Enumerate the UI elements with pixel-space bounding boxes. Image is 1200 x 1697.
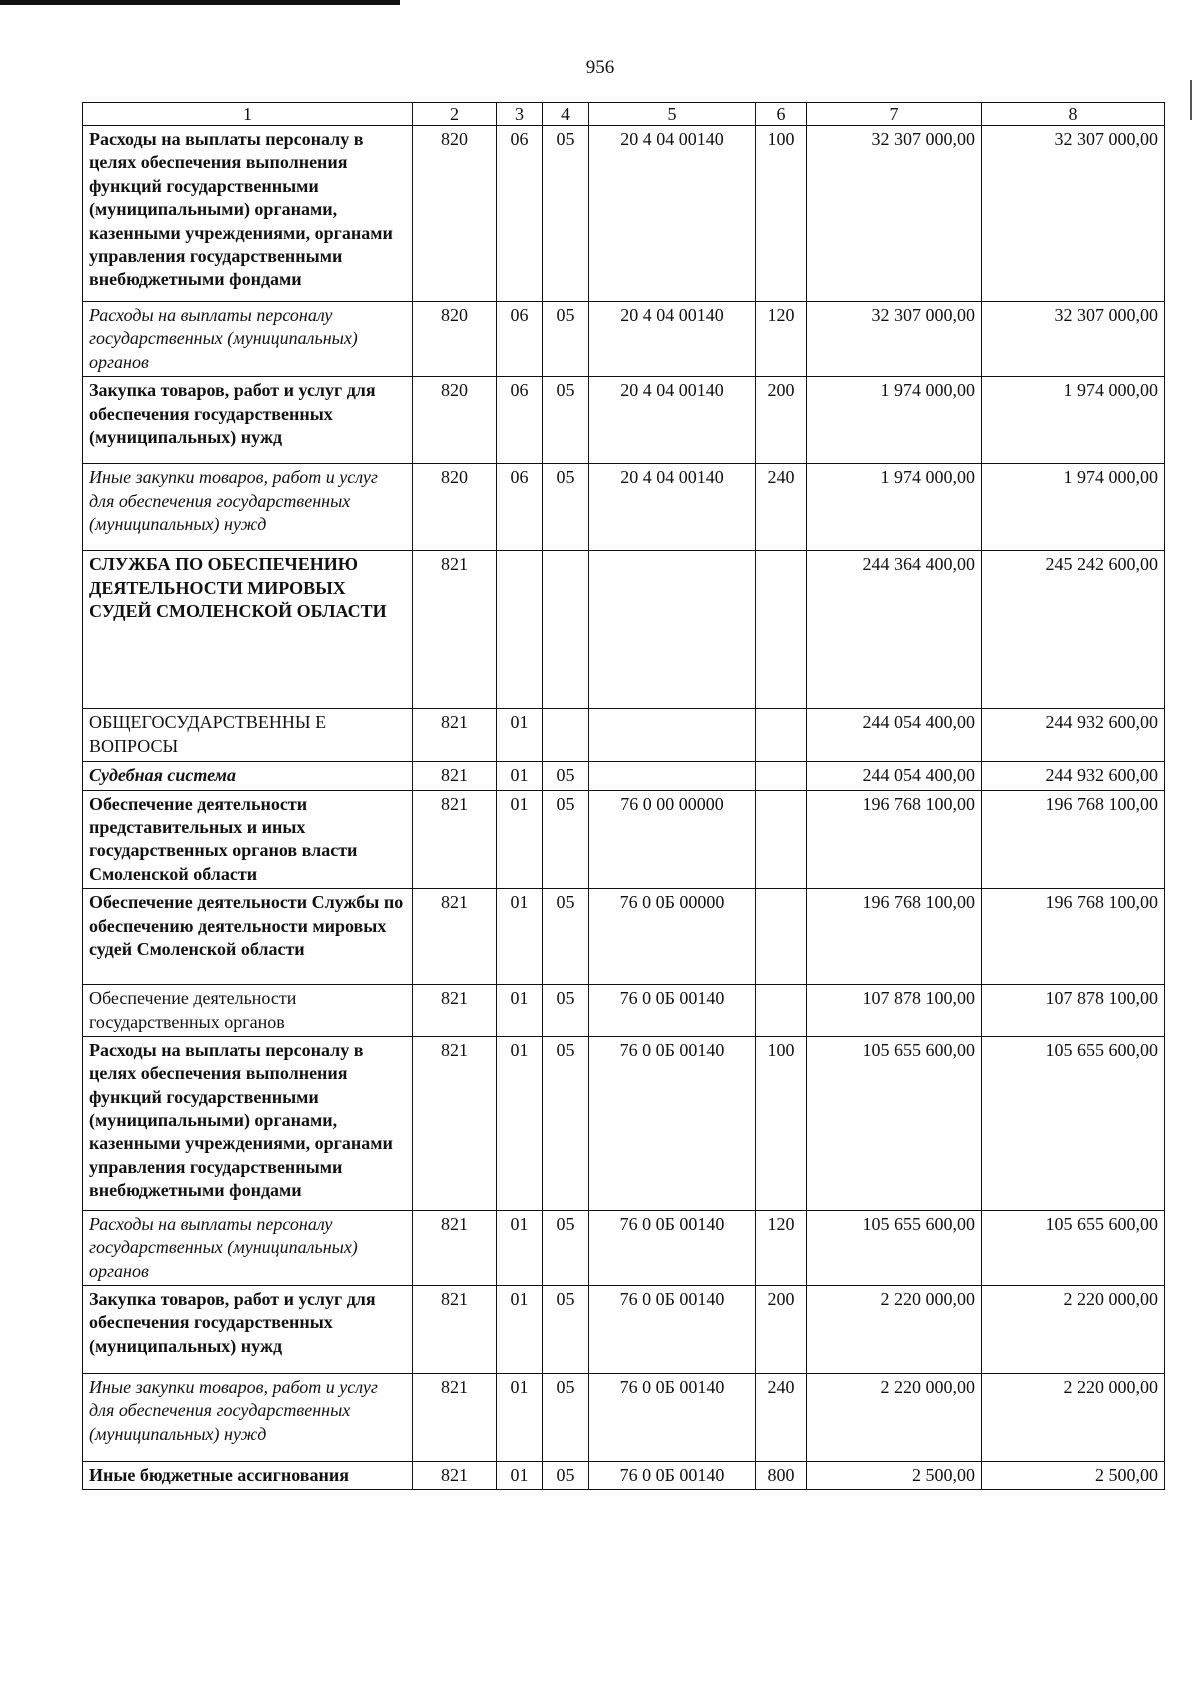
cell-amount-year-2: 32 307 000,00 [982,126,1165,302]
cell-amount-year-1: 244 054 400,00 [807,709,982,762]
cell-section-code: 01 [497,1286,543,1374]
table-row [83,464,1165,551]
cell-ministry-code: 821 [413,1210,497,1285]
row-name: Обеспечение деятельности представительных и иных государственных органов власти Смоленской области [83,790,413,889]
cell-ministry-code: 821 [413,1286,497,1374]
cell-section-code: 01 [497,1036,543,1210]
cell-ministry-code: 821 [413,709,497,762]
cell-expense-type: 240 [756,1374,807,1462]
row-name: Закупка товаров, работ и услуг для обеспечения государственных (муниципальных) нужд [83,1286,413,1374]
scan-edge-bar [0,0,400,5]
cell-section-code: 01 [497,985,543,1037]
cell-target-article [589,709,756,762]
cell-section-code [497,551,543,709]
row-name: Иные закупки товаров, работ и услуг для обеспечения государственных (муниципальных) нужд [83,464,413,551]
cell-amount-year-2: 2 500,00 [982,1462,1165,1490]
cell-expense-type: 120 [756,1210,807,1285]
cell-subsection-code: 05 [543,1374,589,1462]
table-row [83,1210,1165,1285]
cell-amount-year-1: 2 220 000,00 [807,1374,982,1462]
cell-amount-year-2: 1 974 000,00 [982,377,1165,464]
cell-subsection-code: 05 [543,126,589,302]
cell-subsection-code: 05 [543,985,589,1037]
cell-target-article [589,551,756,709]
table-row [83,790,1165,889]
cell-amount-year-2: 196 768 100,00 [982,790,1165,889]
cell-amount-year-1: 1 974 000,00 [807,377,982,464]
cell-section-code: 01 [497,790,543,889]
cell-expense-type [756,762,807,790]
col-header-6: 6 [756,103,807,126]
cell-amount-year-2: 196 768 100,00 [982,889,1165,985]
cell-amount-year-2: 244 932 600,00 [982,762,1165,790]
row-name: Закупка товаров, работ и услуг для обеспечения государственных (муниципальных) нужд [83,377,413,464]
table-row [83,1462,1165,1490]
cell-amount-year-2: 105 655 600,00 [982,1210,1165,1285]
cell-section-code: 01 [497,1374,543,1462]
col-header-7: 7 [807,103,982,126]
cell-target-article [589,762,756,790]
cell-target-article: 76 0 0Б 00140 [589,1462,756,1490]
cell-amount-year-2: 244 932 600,00 [982,709,1165,762]
cell-section-code: 01 [497,1462,543,1490]
col-header-8: 8 [982,103,1165,126]
cell-expense-type: 800 [756,1462,807,1490]
cell-section-code: 06 [497,126,543,302]
col-header-5: 5 [589,103,756,126]
budget-table [82,102,1165,1490]
cell-ministry-code: 820 [413,377,497,464]
cell-ministry-code: 820 [413,126,497,302]
table-row [83,1374,1165,1462]
cell-subsection-code [543,551,589,709]
cell-ministry-code: 821 [413,551,497,709]
cell-ministry-code: 820 [413,464,497,551]
cell-expense-type: 200 [756,377,807,464]
row-name: ОБЩЕГОСУДАРСТВЕННЫ Е ВОПРОСЫ [83,709,413,762]
cell-expense-type: 120 [756,302,807,377]
row-name: СЛУЖБА ПО ОБЕСПЕЧЕНИЮ ДЕЯТЕЛЬНОСТИ МИРОВЫХ СУДЕЙ СМОЛЕНСКОЙ ОБЛАСТИ [83,551,413,709]
row-name: Иные бюджетные ассигнования [83,1462,413,1490]
cell-amount-year-1: 32 307 000,00 [807,302,982,377]
cell-expense-type [756,985,807,1037]
cell-target-article: 76 0 00 00000 [589,790,756,889]
table-row [83,985,1165,1037]
cell-amount-year-1: 2 500,00 [807,1462,982,1490]
cell-amount-year-2: 245 242 600,00 [982,551,1165,709]
cell-subsection-code [543,709,589,762]
cell-amount-year-2: 2 220 000,00 [982,1286,1165,1374]
col-header-1: 1 [83,103,413,126]
row-name: Расходы на выплаты персоналу государственных (муниципальных) органов [83,302,413,377]
cell-section-code: 06 [497,302,543,377]
cell-ministry-code: 821 [413,889,497,985]
cell-amount-year-1: 244 364 400,00 [807,551,982,709]
cell-section-code: 06 [497,377,543,464]
row-name: Расходы на выплаты персоналу в целях обеспечения выполнения функций государственными (муниципальными) органами, казенными учреждениями, органами управления государственными внебюджетными фондами [83,126,413,302]
cell-expense-type: 100 [756,126,807,302]
table-row [83,126,1165,302]
cell-subsection-code: 05 [543,377,589,464]
row-name: Расходы на выплаты персоналу в целях обеспечения выполнения функций государственными (муниципальными) органами, казенными учреждениями, органами управления государственными внебюджетными фондами [83,1036,413,1210]
col-header-2: 2 [413,103,497,126]
cell-ministry-code: 820 [413,302,497,377]
cell-subsection-code: 05 [543,762,589,790]
cell-ministry-code: 821 [413,790,497,889]
cell-ministry-code: 821 [413,762,497,790]
cell-amount-year-2: 32 307 000,00 [982,302,1165,377]
cell-target-article: 76 0 0Б 00140 [589,1374,756,1462]
cell-amount-year-1: 244 054 400,00 [807,762,982,790]
cell-amount-year-2: 107 878 100,00 [982,985,1165,1037]
cell-subsection-code: 05 [543,464,589,551]
row-name: Судебная система [83,762,413,790]
table-row [83,1036,1165,1210]
col-header-3: 3 [497,103,543,126]
row-name: Иные закупки товаров, работ и услуг для обеспечения государственных (муниципальных) нужд [83,1374,413,1462]
table-header-row [83,103,1165,126]
cell-target-article: 20 4 04 00140 [589,302,756,377]
cell-subsection-code: 05 [543,302,589,377]
cell-subsection-code: 05 [543,1462,589,1490]
table-row [83,889,1165,985]
cell-section-code: 01 [497,889,543,985]
cell-subsection-code: 05 [543,1210,589,1285]
cell-expense-type: 240 [756,464,807,551]
cell-expense-type [756,551,807,709]
cell-amount-year-1: 105 655 600,00 [807,1036,982,1210]
row-name: Обеспечение деятельности государственных органов [83,985,413,1037]
table-row [83,551,1165,709]
cell-expense-type [756,709,807,762]
cell-section-code: 01 [497,1210,543,1285]
cell-amount-year-1: 107 878 100,00 [807,985,982,1037]
cell-ministry-code: 821 [413,1374,497,1462]
cell-target-article: 20 4 04 00140 [589,464,756,551]
cell-target-article: 76 0 0Б 00000 [589,889,756,985]
cell-amount-year-2: 2 220 000,00 [982,1374,1165,1462]
cell-target-article: 20 4 04 00140 [589,377,756,464]
cell-amount-year-1: 196 768 100,00 [807,889,982,985]
cell-target-article: 76 0 0Б 00140 [589,985,756,1037]
cell-expense-type [756,889,807,985]
cell-amount-year-1: 105 655 600,00 [807,1210,982,1285]
cell-target-article: 76 0 0Б 00140 [589,1286,756,1374]
cell-section-code: 01 [497,709,543,762]
cell-amount-year-2: 105 655 600,00 [982,1036,1165,1210]
table-row [83,762,1165,790]
cell-subsection-code: 05 [543,1286,589,1374]
cell-subsection-code: 05 [543,1036,589,1210]
cell-expense-type [756,790,807,889]
cell-section-code: 01 [497,762,543,790]
table-row [83,1286,1165,1374]
cell-amount-year-2: 1 974 000,00 [982,464,1165,551]
table-row [83,302,1165,377]
cell-section-code: 06 [497,464,543,551]
cell-amount-year-1: 196 768 100,00 [807,790,982,889]
cell-target-article: 20 4 04 00140 [589,126,756,302]
cell-expense-type: 200 [756,1286,807,1374]
cell-expense-type: 100 [756,1036,807,1210]
scan-edge-line [1190,80,1192,120]
cell-target-article: 76 0 0Б 00140 [589,1036,756,1210]
cell-target-article: 76 0 0Б 00140 [589,1210,756,1285]
row-name: Обеспечение деятельности Службы по обеспечению деятельности мировых судей Смоленской области [83,889,413,985]
table-row [83,709,1165,762]
cell-amount-year-1: 1 974 000,00 [807,464,982,551]
cell-ministry-code: 821 [413,985,497,1037]
cell-ministry-code: 821 [413,1036,497,1210]
cell-amount-year-1: 2 220 000,00 [807,1286,982,1374]
cell-amount-year-1: 32 307 000,00 [807,126,982,302]
row-name: Расходы на выплаты персоналу государственных (муниципальных) органов [83,1210,413,1285]
page-number: 956 [585,57,615,78]
cell-subsection-code: 05 [543,889,589,985]
col-header-4: 4 [543,103,589,126]
cell-ministry-code: 821 [413,1462,497,1490]
table-row [83,377,1165,464]
cell-subsection-code: 05 [543,790,589,889]
